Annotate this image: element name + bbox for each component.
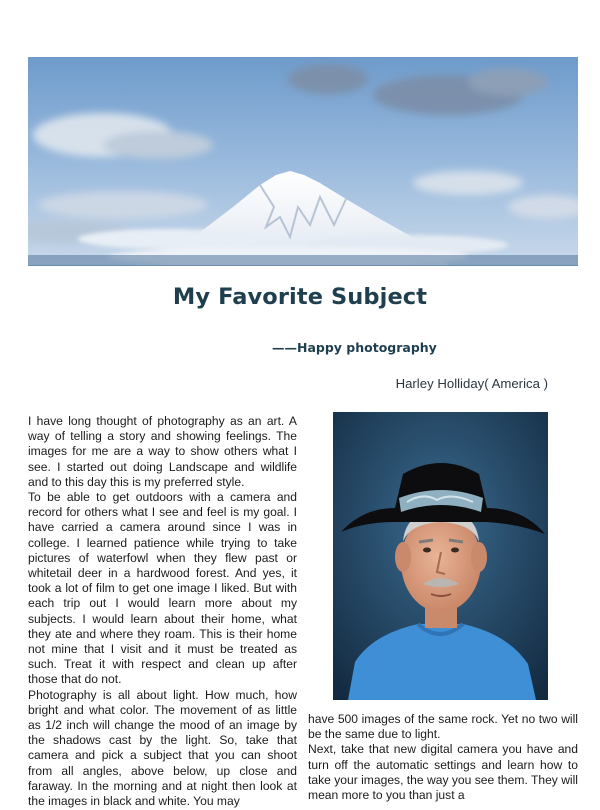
paragraph: To be able to get outdoors with a camera and record for others what I see and feel is my goal. I have carried a camera around since I was in college. I learned patience while trying to take pictures of waterfowl when they flew past or whitetail deer in a hardwood forest. And yes, it took a lot of film to get one image I liked. But with each trip out I would learn more about my subjects. I would learn about their home, what they ate and where they roam. This is their home not mine that I visit and it must be treated as such. Treat it with respect and clean up after those that do not. xyxy=(28,490,297,687)
left-column-text xyxy=(28,414,297,809)
paragraph: I have long thought of photography as an art. A way of telling a story and showing feelings. The images for me are a way to show others what I see. I started out doing Landscape and wildlife and to this day this is my preferred style. xyxy=(28,414,297,489)
paragraph: have 500 images of the same rock. Yet no two will be the same due to light. xyxy=(308,712,578,742)
article-title: My Favorite Subject xyxy=(172,284,428,310)
paragraph: Next, take that new digital camera you have and turn off the automatic settings and learn how to take your images, the way you see them. They will mean more to you than just a xyxy=(308,742,578,803)
banner-mountain-photo xyxy=(28,57,578,266)
article-subtitle: ——Happy photography xyxy=(272,340,437,355)
article-author: Harley Holliday( America ) xyxy=(395,376,548,391)
right-column-text xyxy=(308,712,578,803)
paragraph: Photography is all about light. How much, how bright and what color. The movement of as little as 1/2 inch will change the mood of an image by the shadows cast by the light. So, take that camera and pick a subject that you can shoot from all angles, above below, up close and faraway. In the morning and at night then look at the images in black and white. You may xyxy=(28,687,297,809)
author-portrait-photo xyxy=(333,412,548,700)
